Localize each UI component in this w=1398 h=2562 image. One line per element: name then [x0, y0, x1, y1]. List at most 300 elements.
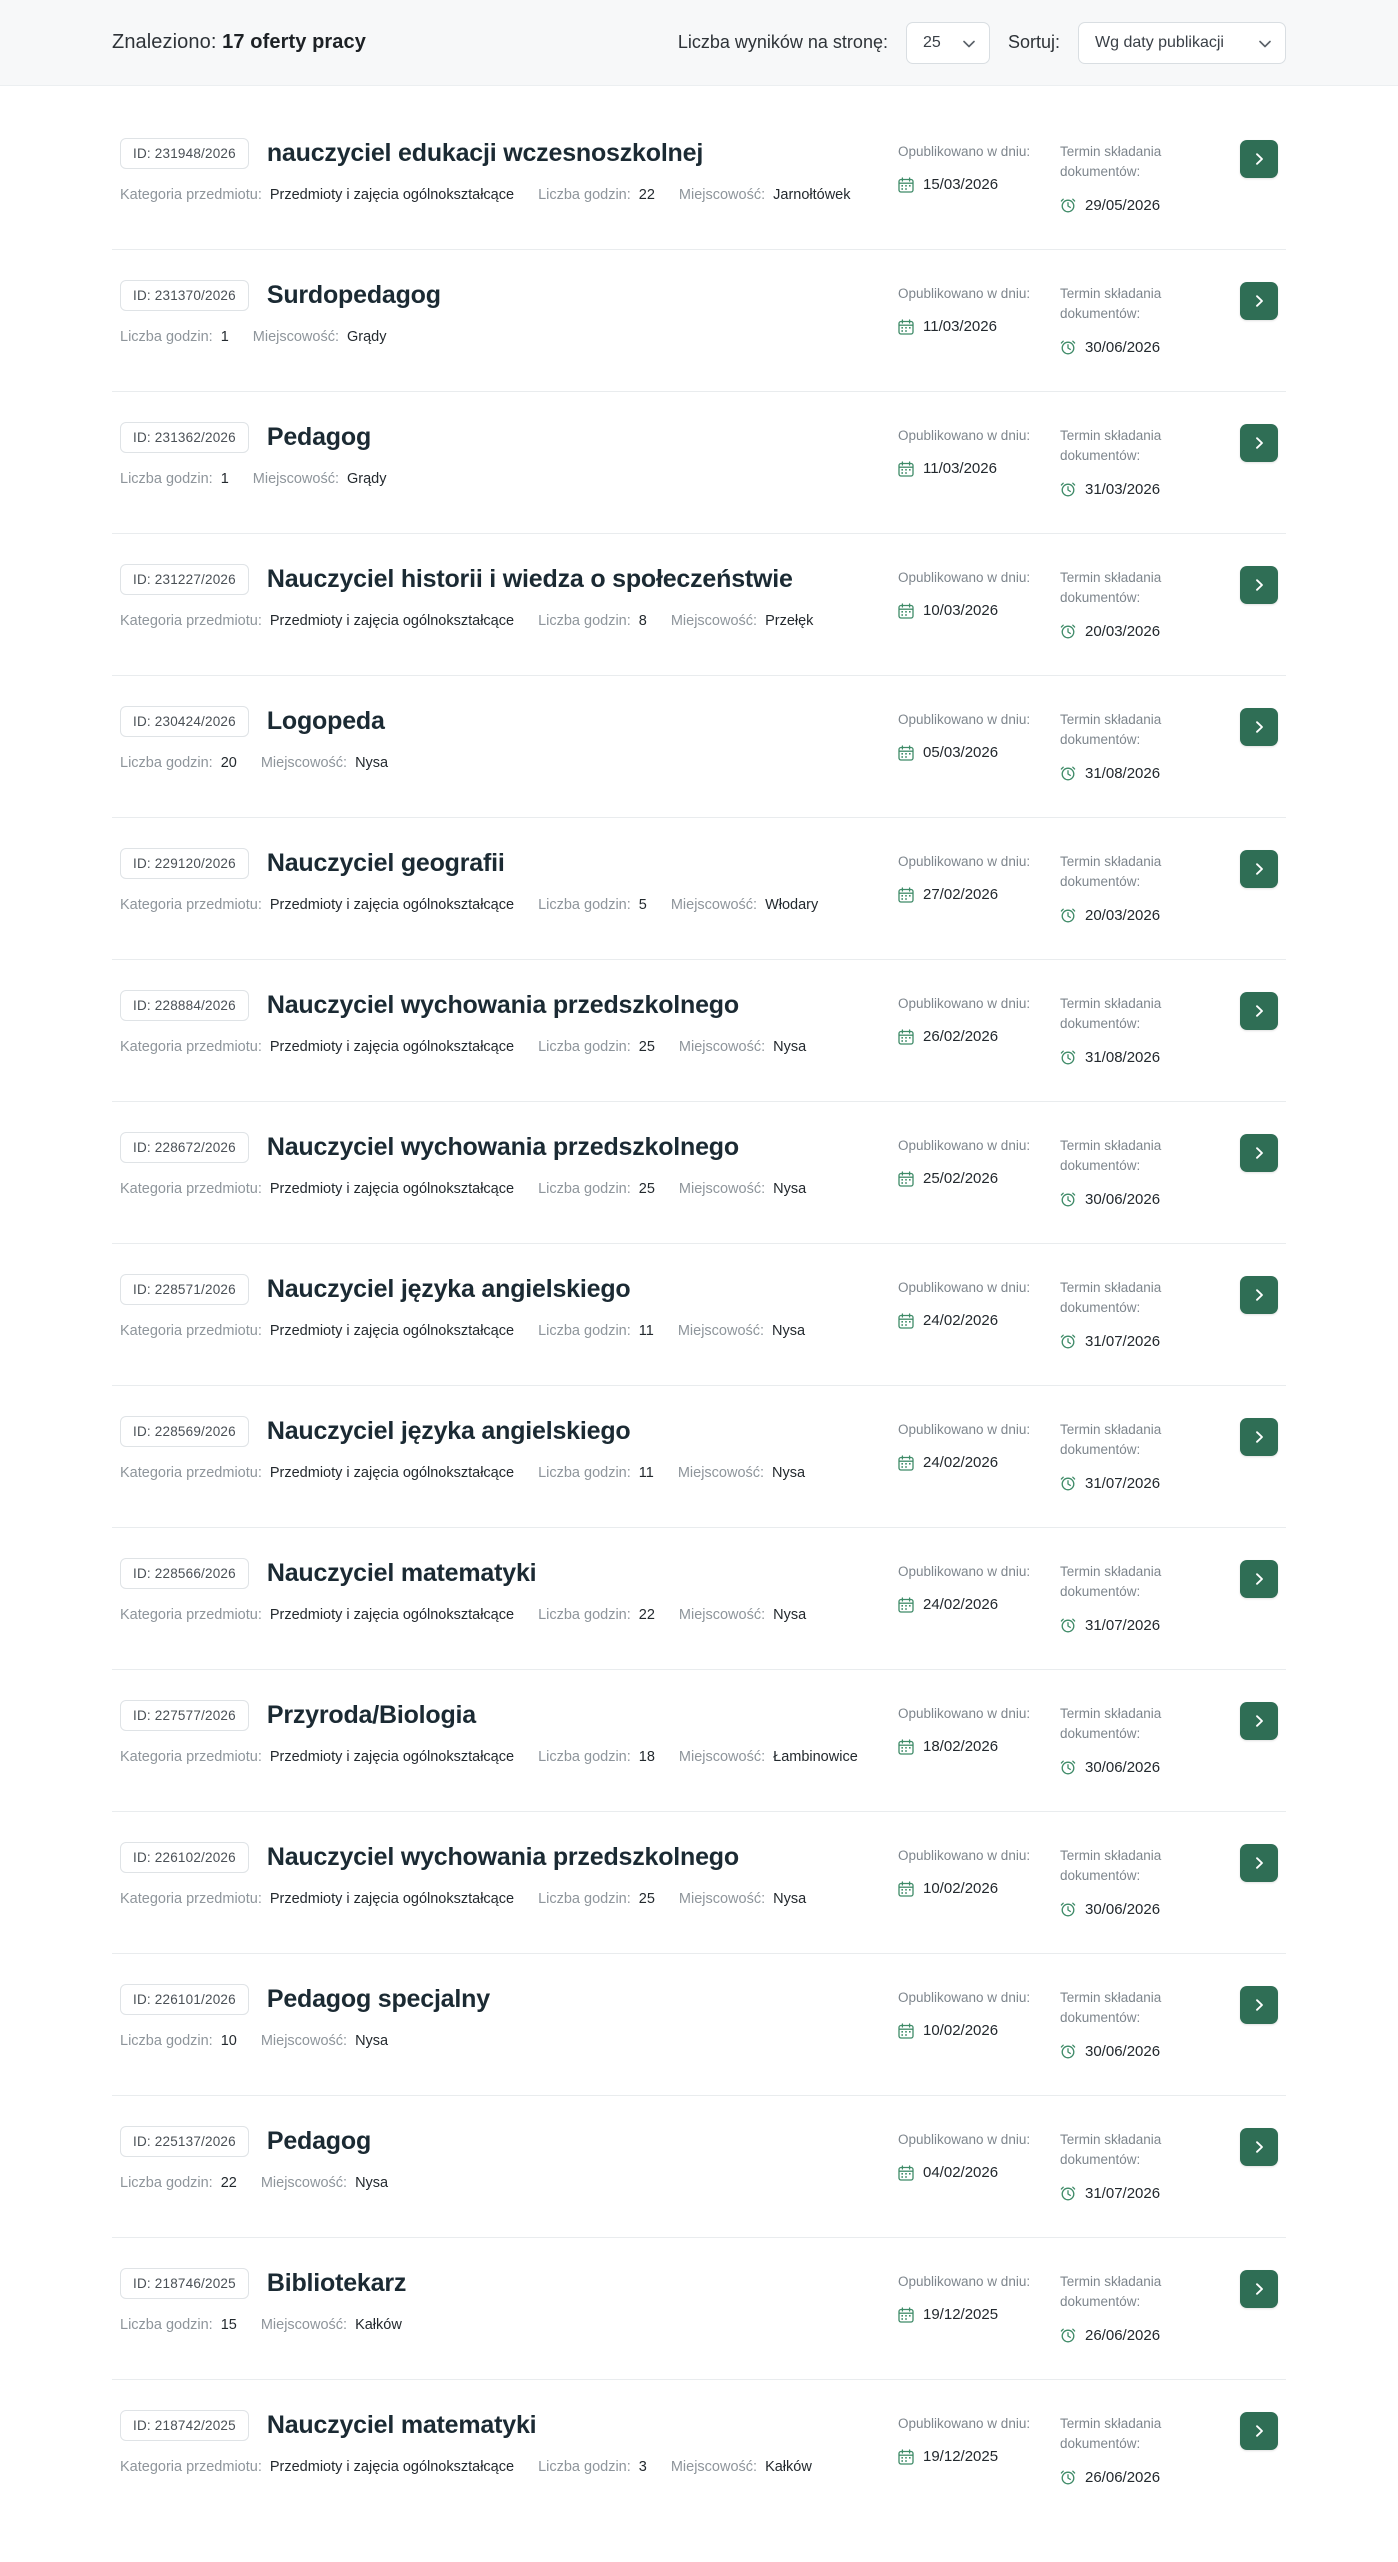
deadline-column	[1060, 2126, 1222, 2202]
calendar-icon	[898, 2023, 914, 2039]
chevron-right-icon	[1252, 862, 1266, 876]
deadline-date: 30/06/2026	[1085, 1758, 1161, 1776]
job-offer-row[interactable]	[112, 1954, 1286, 2096]
published-value-row	[898, 176, 1060, 193]
alarm-clock-icon	[1060, 481, 1076, 497]
job-dates	[898, 1842, 1222, 1918]
deadline-label: Termin składania dokumentów:	[1060, 996, 1162, 1032]
job-city-value: Nysa	[773, 1607, 807, 1623]
job-hours-value: 20	[220, 755, 237, 771]
published-label: Opublikowano w dniu:	[898, 1848, 1031, 1863]
job-city	[671, 897, 818, 913]
open-offer-button[interactable]	[1240, 140, 1278, 178]
job-offer-row[interactable]	[112, 250, 1286, 392]
published-column	[898, 564, 1060, 640]
open-offer-button[interactable]	[1240, 992, 1278, 1030]
deadline-label: Termin składania dokumentów:	[1060, 2132, 1162, 2168]
job-offer-row[interactable]	[112, 818, 1286, 960]
job-offer-summary	[120, 138, 898, 203]
job-offer-row[interactable]	[112, 2238, 1286, 2380]
job-id-badge: ID: 228571/2026	[120, 1274, 249, 1305]
job-city-label: Miejscowość:	[252, 471, 339, 487]
job-meta	[120, 2033, 878, 2049]
alarm-clock-icon	[1060, 1191, 1076, 1207]
job-id-badge: ID: 231227/2026	[120, 564, 249, 595]
per-page-select[interactable]	[906, 22, 990, 64]
job-city-value: Nysa	[355, 2175, 389, 2191]
job-title[interactable]: Nauczyciel języka angielskiego	[266, 1417, 631, 1446]
published-value-row	[898, 1028, 1060, 1045]
job-action-cell	[1222, 1274, 1278, 1314]
published-date: 11/03/2026	[923, 318, 997, 336]
chevron-right-icon	[1252, 1004, 1266, 1018]
open-offer-button[interactable]	[1240, 282, 1278, 320]
published-value-row	[898, 1596, 1060, 1613]
alarm-clock-icon	[1060, 1475, 1076, 1491]
published-date: 25/02/2026	[923, 1170, 999, 1188]
deadline-label: Termin składania dokumentów:	[1060, 712, 1162, 748]
job-hours-label: Liczba godzin:	[120, 2033, 213, 2049]
job-category	[120, 1749, 514, 1765]
open-offer-button[interactable]	[1240, 566, 1278, 604]
job-dates	[898, 2268, 1222, 2344]
job-hours-value: 1	[220, 471, 229, 487]
job-hours-label: Liczba godzin:	[120, 471, 213, 487]
deadline-column	[1060, 138, 1222, 214]
job-city-label: Miejscowość:	[670, 613, 758, 629]
deadline-value-row	[1060, 765, 1222, 782]
deadline-value-row	[1060, 1901, 1222, 1918]
job-offer-summary	[120, 2268, 898, 2333]
job-hours	[538, 1181, 655, 1197]
job-city	[671, 2459, 812, 2475]
job-hours-label: Liczba godzin:	[538, 1607, 631, 1623]
job-city-label: Miejscowość:	[260, 755, 348, 771]
job-action-cell	[1222, 706, 1278, 746]
job-category-label: Kategoria przedmiotu:	[120, 1181, 262, 1197]
published-value-row	[898, 1312, 1060, 1329]
published-value-row	[898, 1170, 1060, 1187]
published-label: Opublikowano w dniu:	[898, 1564, 1031, 1579]
job-hours-value: 15	[220, 2317, 237, 2333]
job-category	[120, 1465, 514, 1481]
job-title[interactable]: Pedagog specjalny	[266, 1985, 490, 2014]
deadline-column	[1060, 1700, 1222, 1776]
job-offers-list	[0, 86, 1398, 2562]
job-offer-summary	[120, 280, 898, 345]
deadline-date: 31/07/2026	[1085, 1616, 1161, 1634]
job-city	[678, 1465, 805, 1481]
chevron-right-icon	[1252, 2140, 1266, 2154]
job-offer-row[interactable]	[112, 534, 1286, 676]
job-city-label: Miejscowość:	[252, 329, 339, 345]
published-column	[898, 1416, 1060, 1492]
deadline-column	[1060, 280, 1222, 356]
job-title[interactable]: Nauczyciel geografii	[266, 849, 505, 878]
alarm-clock-icon	[1060, 339, 1076, 355]
calendar-icon	[898, 745, 914, 761]
published-date: 10/02/2026	[923, 1880, 999, 1898]
job-city	[671, 613, 814, 629]
job-offer-row[interactable]	[112, 676, 1286, 818]
job-title[interactable]: Nauczyciel matematyki	[266, 1559, 537, 1588]
job-meta	[120, 1749, 878, 1765]
chevron-right-icon	[1252, 2424, 1266, 2438]
published-date: 24/02/2026	[923, 1312, 999, 1330]
deadline-date: 31/08/2026	[1085, 1048, 1161, 1066]
alarm-clock-icon	[1060, 2043, 1076, 2059]
deadline-column	[1060, 2268, 1222, 2344]
job-offer-row[interactable]	[112, 2096, 1286, 2238]
open-offer-button[interactable]	[1240, 1560, 1278, 1598]
open-offer-button[interactable]	[1240, 1276, 1278, 1314]
job-hours-label: Liczba godzin:	[538, 1039, 631, 1055]
job-hours-value: 25	[638, 1181, 655, 1197]
published-column	[898, 280, 1060, 356]
job-category-label: Kategoria przedmiotu:	[120, 1607, 262, 1623]
deadline-label: Termin składania dokumentów:	[1060, 1138, 1162, 1174]
deadline-column	[1060, 990, 1222, 1066]
job-category	[120, 897, 514, 913]
deadline-value-row	[1060, 2185, 1222, 2202]
job-offer-row[interactable]	[112, 1670, 1286, 1812]
chevron-right-icon	[1252, 578, 1266, 592]
open-offer-button[interactable]	[1240, 1702, 1278, 1740]
job-hours-value: 10	[220, 2033, 237, 2049]
job-hours-label: Liczba godzin:	[120, 329, 213, 345]
job-city	[253, 471, 387, 487]
published-date: 10/03/2026	[923, 602, 999, 620]
published-column	[898, 1132, 1060, 1208]
job-title[interactable]: Logopeda	[266, 707, 385, 736]
published-column	[898, 2268, 1060, 2344]
job-dates	[898, 138, 1222, 214]
job-offer-summary	[120, 1132, 898, 1197]
open-offer-button[interactable]	[1240, 850, 1278, 888]
job-title[interactable]: Nauczyciel wychowania przedszkolnego	[266, 1133, 739, 1162]
published-column	[898, 138, 1060, 214]
job-id-badge: ID: 228884/2026	[120, 990, 249, 1021]
deadline-value-row	[1060, 197, 1222, 214]
calendar-icon	[898, 1597, 914, 1613]
job-dates	[898, 990, 1222, 1066]
job-category	[120, 1039, 514, 1055]
job-dates	[898, 1132, 1222, 1208]
deadline-date: 29/05/2026	[1085, 196, 1161, 214]
job-id-badge: ID: 226101/2026	[120, 1984, 249, 2015]
calendar-icon	[898, 1739, 914, 1755]
job-city-value: Przełęk	[765, 613, 814, 629]
job-id-badge: ID: 228569/2026	[120, 1416, 249, 1447]
deadline-value-row	[1060, 907, 1222, 924]
deadline-label: Termin składania dokumentów:	[1060, 1280, 1162, 1316]
job-category-label: Kategoria przedmiotu:	[120, 897, 262, 913]
deadline-label: Termin składania dokumentów:	[1060, 2274, 1162, 2310]
job-hours-value: 11	[638, 1323, 654, 1339]
sort-select[interactable]	[1078, 22, 1286, 64]
job-offer-summary	[120, 1700, 898, 1765]
job-city-label: Miejscowość:	[677, 1323, 765, 1339]
job-title[interactable]: Surdopedagog	[266, 281, 441, 310]
calendar-icon	[898, 319, 914, 335]
job-action-cell	[1222, 1416, 1278, 1456]
job-hours	[538, 1039, 655, 1055]
job-city	[679, 1181, 806, 1197]
published-date: 19/12/2025	[923, 2306, 999, 2324]
chevron-down-icon	[963, 40, 975, 52]
deadline-date: 30/06/2026	[1085, 1190, 1161, 1208]
job-hours-value: 22	[638, 1607, 655, 1623]
published-label: Opublikowano w dniu:	[898, 1138, 1031, 1153]
published-label: Opublikowano w dniu:	[898, 286, 1031, 301]
job-offer-row[interactable]	[112, 1528, 1286, 1670]
job-title[interactable]: Pedagog	[266, 423, 372, 452]
job-meta	[120, 755, 878, 771]
chevron-right-icon	[1252, 1288, 1266, 1302]
job-category	[120, 187, 514, 203]
deadline-value-row	[1060, 1617, 1222, 1634]
deadline-column	[1060, 1558, 1222, 1634]
job-hours-label: Liczba godzin:	[120, 2317, 213, 2333]
deadline-value-row	[1060, 1475, 1222, 1492]
job-offer-row[interactable]	[112, 1244, 1286, 1386]
job-meta	[120, 471, 878, 487]
published-label: Opublikowano w dniu:	[898, 144, 1031, 159]
job-meta	[120, 2459, 878, 2475]
job-category	[120, 1891, 514, 1907]
alarm-clock-icon	[1060, 1333, 1076, 1349]
job-offer-heading	[120, 990, 878, 1021]
job-offer-summary	[120, 706, 898, 771]
deadline-value-row	[1060, 1191, 1222, 1208]
calendar-icon	[898, 1455, 914, 1471]
alarm-clock-icon	[1060, 1617, 1076, 1633]
deadline-label: Termin składania dokumentów:	[1060, 1564, 1162, 1600]
job-title[interactable]: Pedagog	[266, 2127, 372, 2156]
job-hours-value: 1	[220, 329, 229, 345]
job-action-cell	[1222, 138, 1278, 178]
published-label: Opublikowano w dniu:	[898, 2132, 1031, 2147]
job-dates	[898, 1984, 1222, 2060]
job-offer-row[interactable]	[112, 1386, 1286, 1528]
open-offer-button[interactable]	[1240, 424, 1278, 462]
job-hours	[120, 2033, 237, 2049]
job-city	[261, 2175, 388, 2191]
job-title[interactable]: Bibliotekarz	[266, 2269, 407, 2298]
job-hours-label: Liczba godzin:	[538, 897, 631, 913]
job-id-badge: ID: 231948/2026	[120, 138, 249, 169]
job-city-label: Miejscowość:	[670, 897, 758, 913]
job-action-cell	[1222, 2268, 1278, 2308]
deadline-label: Termin składania dokumentów:	[1060, 570, 1162, 606]
job-city-value: Kałków	[765, 2459, 812, 2475]
job-offer-row[interactable]	[112, 392, 1286, 534]
job-id-badge: ID: 229120/2026	[120, 848, 249, 879]
deadline-value-row	[1060, 2469, 1222, 2486]
open-offer-button[interactable]	[1240, 2270, 1278, 2308]
published-value-row	[898, 318, 1060, 335]
job-city-label: Miejscowość:	[678, 1181, 766, 1197]
job-category-label: Kategoria przedmiotu:	[120, 1323, 262, 1339]
job-meta	[120, 187, 878, 203]
deadline-column	[1060, 1842, 1222, 1918]
deadline-column	[1060, 1416, 1222, 1492]
published-value-row	[898, 886, 1060, 903]
job-title[interactable]: Nauczyciel matematyki	[266, 2411, 537, 2440]
sort-value: Wg daty publikacji	[1095, 33, 1224, 51]
alarm-clock-icon	[1060, 1049, 1076, 1065]
published-column	[898, 2126, 1060, 2202]
chevron-right-icon	[1252, 294, 1266, 308]
job-hours-value: 18	[638, 1749, 655, 1765]
alarm-clock-icon	[1060, 1901, 1076, 1917]
calendar-icon	[898, 1313, 914, 1329]
published-date: 24/02/2026	[923, 1596, 999, 1614]
job-offer-row[interactable]	[112, 1812, 1286, 1954]
job-id-badge: ID: 228672/2026	[120, 1132, 249, 1163]
open-offer-button[interactable]	[1240, 1418, 1278, 1456]
job-offer-heading	[120, 422, 878, 453]
published-label: Opublikowano w dniu:	[898, 2274, 1031, 2289]
deadline-value-row	[1060, 1049, 1222, 1066]
job-hours-value: 22	[220, 2175, 237, 2191]
job-city-label: Miejscowość:	[678, 1039, 766, 1055]
job-action-cell	[1222, 2410, 1278, 2450]
job-city-label: Miejscowość:	[678, 1749, 766, 1765]
open-offer-button[interactable]	[1240, 1844, 1278, 1882]
job-city	[253, 329, 387, 345]
job-hours	[120, 329, 229, 345]
job-action-cell	[1222, 564, 1278, 604]
job-hours	[538, 897, 647, 913]
chevron-down-icon	[1259, 40, 1271, 52]
job-offer-row[interactable]	[112, 1102, 1286, 1244]
published-value-row	[898, 460, 1060, 477]
job-category-value: Przedmioty i zajęcia ogólnokształcące	[269, 1465, 515, 1481]
job-city	[679, 1039, 806, 1055]
alarm-clock-icon	[1060, 2469, 1076, 2485]
job-offer-heading	[120, 1700, 878, 1731]
open-offer-button[interactable]	[1240, 708, 1278, 746]
job-dates	[898, 1416, 1222, 1492]
job-category	[120, 2459, 514, 2475]
job-meta	[120, 1891, 878, 1907]
calendar-icon	[898, 2449, 914, 2465]
job-category-label: Kategoria przedmiotu:	[120, 187, 262, 203]
open-offer-button[interactable]	[1240, 1986, 1278, 2024]
job-offer-row[interactable]	[112, 108, 1286, 250]
job-id-badge: ID: 231362/2026	[120, 422, 249, 453]
job-meta	[120, 897, 878, 913]
per-page-value: 25	[922, 33, 941, 51]
calendar-icon	[898, 1881, 914, 1897]
job-title[interactable]: Nauczyciel wychowania przedszkolnego	[266, 1843, 739, 1872]
job-title[interactable]: Przyroda/Biologia	[266, 1701, 476, 1730]
deadline-value-row	[1060, 2327, 1222, 2344]
job-action-cell	[1222, 2126, 1278, 2166]
deadline-value-row	[1060, 1759, 1222, 1776]
job-offer-row[interactable]	[112, 960, 1286, 1102]
job-city-value: Nysa	[773, 1891, 807, 1907]
job-city	[261, 2033, 388, 2049]
job-city	[679, 1607, 806, 1623]
job-city-value: Grądy	[347, 471, 387, 487]
published-date: 05/03/2026	[923, 744, 999, 762]
job-action-cell	[1222, 1132, 1278, 1172]
job-city-label: Miejscowość:	[677, 1465, 765, 1481]
job-meta	[120, 2175, 878, 2191]
calendar-icon	[898, 1029, 914, 1045]
open-offer-button[interactable]	[1240, 1134, 1278, 1172]
job-hours-value: 3	[638, 2459, 647, 2475]
deadline-date: 30/06/2026	[1085, 338, 1161, 356]
deadline-column	[1060, 564, 1222, 640]
job-offer-heading	[120, 1416, 878, 1447]
chevron-right-icon	[1252, 1572, 1266, 1586]
job-meta	[120, 329, 878, 345]
published-column	[898, 1700, 1060, 1776]
calendar-icon	[898, 1171, 914, 1187]
job-category-value: Przedmioty i zajęcia ogólnokształcące	[269, 897, 515, 913]
job-hours-label: Liczba godzin:	[538, 1749, 631, 1765]
job-category	[120, 1181, 514, 1197]
job-hours-label: Liczba godzin:	[538, 2459, 631, 2475]
job-hours-label: Liczba godzin:	[538, 613, 631, 629]
job-dates	[898, 280, 1222, 356]
deadline-label: Termin składania dokumentów:	[1060, 428, 1162, 464]
job-city-label: Miejscowość:	[260, 2033, 348, 2049]
job-city-value: Nysa	[773, 1039, 807, 1055]
published-date: 24/02/2026	[923, 1454, 999, 1472]
job-title[interactable]: Nauczyciel języka angielskiego	[266, 1275, 631, 1304]
per-page-label: Liczba wyników na stronę:	[677, 32, 888, 52]
alarm-clock-icon	[1060, 2185, 1076, 2201]
job-offer-heading	[120, 1274, 878, 1305]
deadline-column	[1060, 706, 1222, 782]
deadline-label: Termin składania dokumentów:	[1060, 1706, 1162, 1742]
published-column	[898, 1842, 1060, 1918]
job-action-cell	[1222, 1558, 1278, 1598]
job-city	[261, 2317, 402, 2333]
job-city-value: Nysa	[355, 755, 389, 771]
job-offer-heading	[120, 1558, 878, 1589]
job-category-value: Przedmioty i zajęcia ogólnokształcące	[269, 1749, 515, 1765]
open-offer-button[interactable]	[1240, 2128, 1278, 2166]
deadline-label: Termin składania dokumentów:	[1060, 2416, 1162, 2452]
job-offer-row[interactable]	[112, 2380, 1286, 2522]
job-dates	[898, 1700, 1222, 1776]
published-date: 18/02/2026	[923, 1738, 999, 1756]
job-hours-value: 8	[638, 613, 647, 629]
deadline-label: Termin składania dokumentów:	[1060, 286, 1162, 322]
alarm-clock-icon	[1060, 1759, 1076, 1775]
job-offer-heading	[120, 1842, 878, 1873]
job-offer-summary	[120, 1558, 898, 1623]
job-meta	[120, 1465, 878, 1481]
job-hours	[538, 1607, 655, 1623]
published-value-row	[898, 2164, 1060, 2181]
job-dates	[898, 1558, 1222, 1634]
job-offer-summary	[120, 2126, 898, 2191]
open-offer-button[interactable]	[1240, 2412, 1278, 2450]
job-id-badge: ID: 226102/2026	[120, 1842, 249, 1873]
job-title[interactable]: nauczyciel edukacji wczesnoszkolnej	[266, 139, 704, 168]
job-title[interactable]: Nauczyciel historii i wiedza o społeczeństwie	[266, 565, 793, 594]
job-title[interactable]: Nauczyciel wychowania przedszkolnego	[266, 991, 739, 1020]
job-city-label: Miejscowość:	[670, 2459, 758, 2475]
deadline-column	[1060, 1274, 1222, 1350]
published-column	[898, 1558, 1060, 1634]
